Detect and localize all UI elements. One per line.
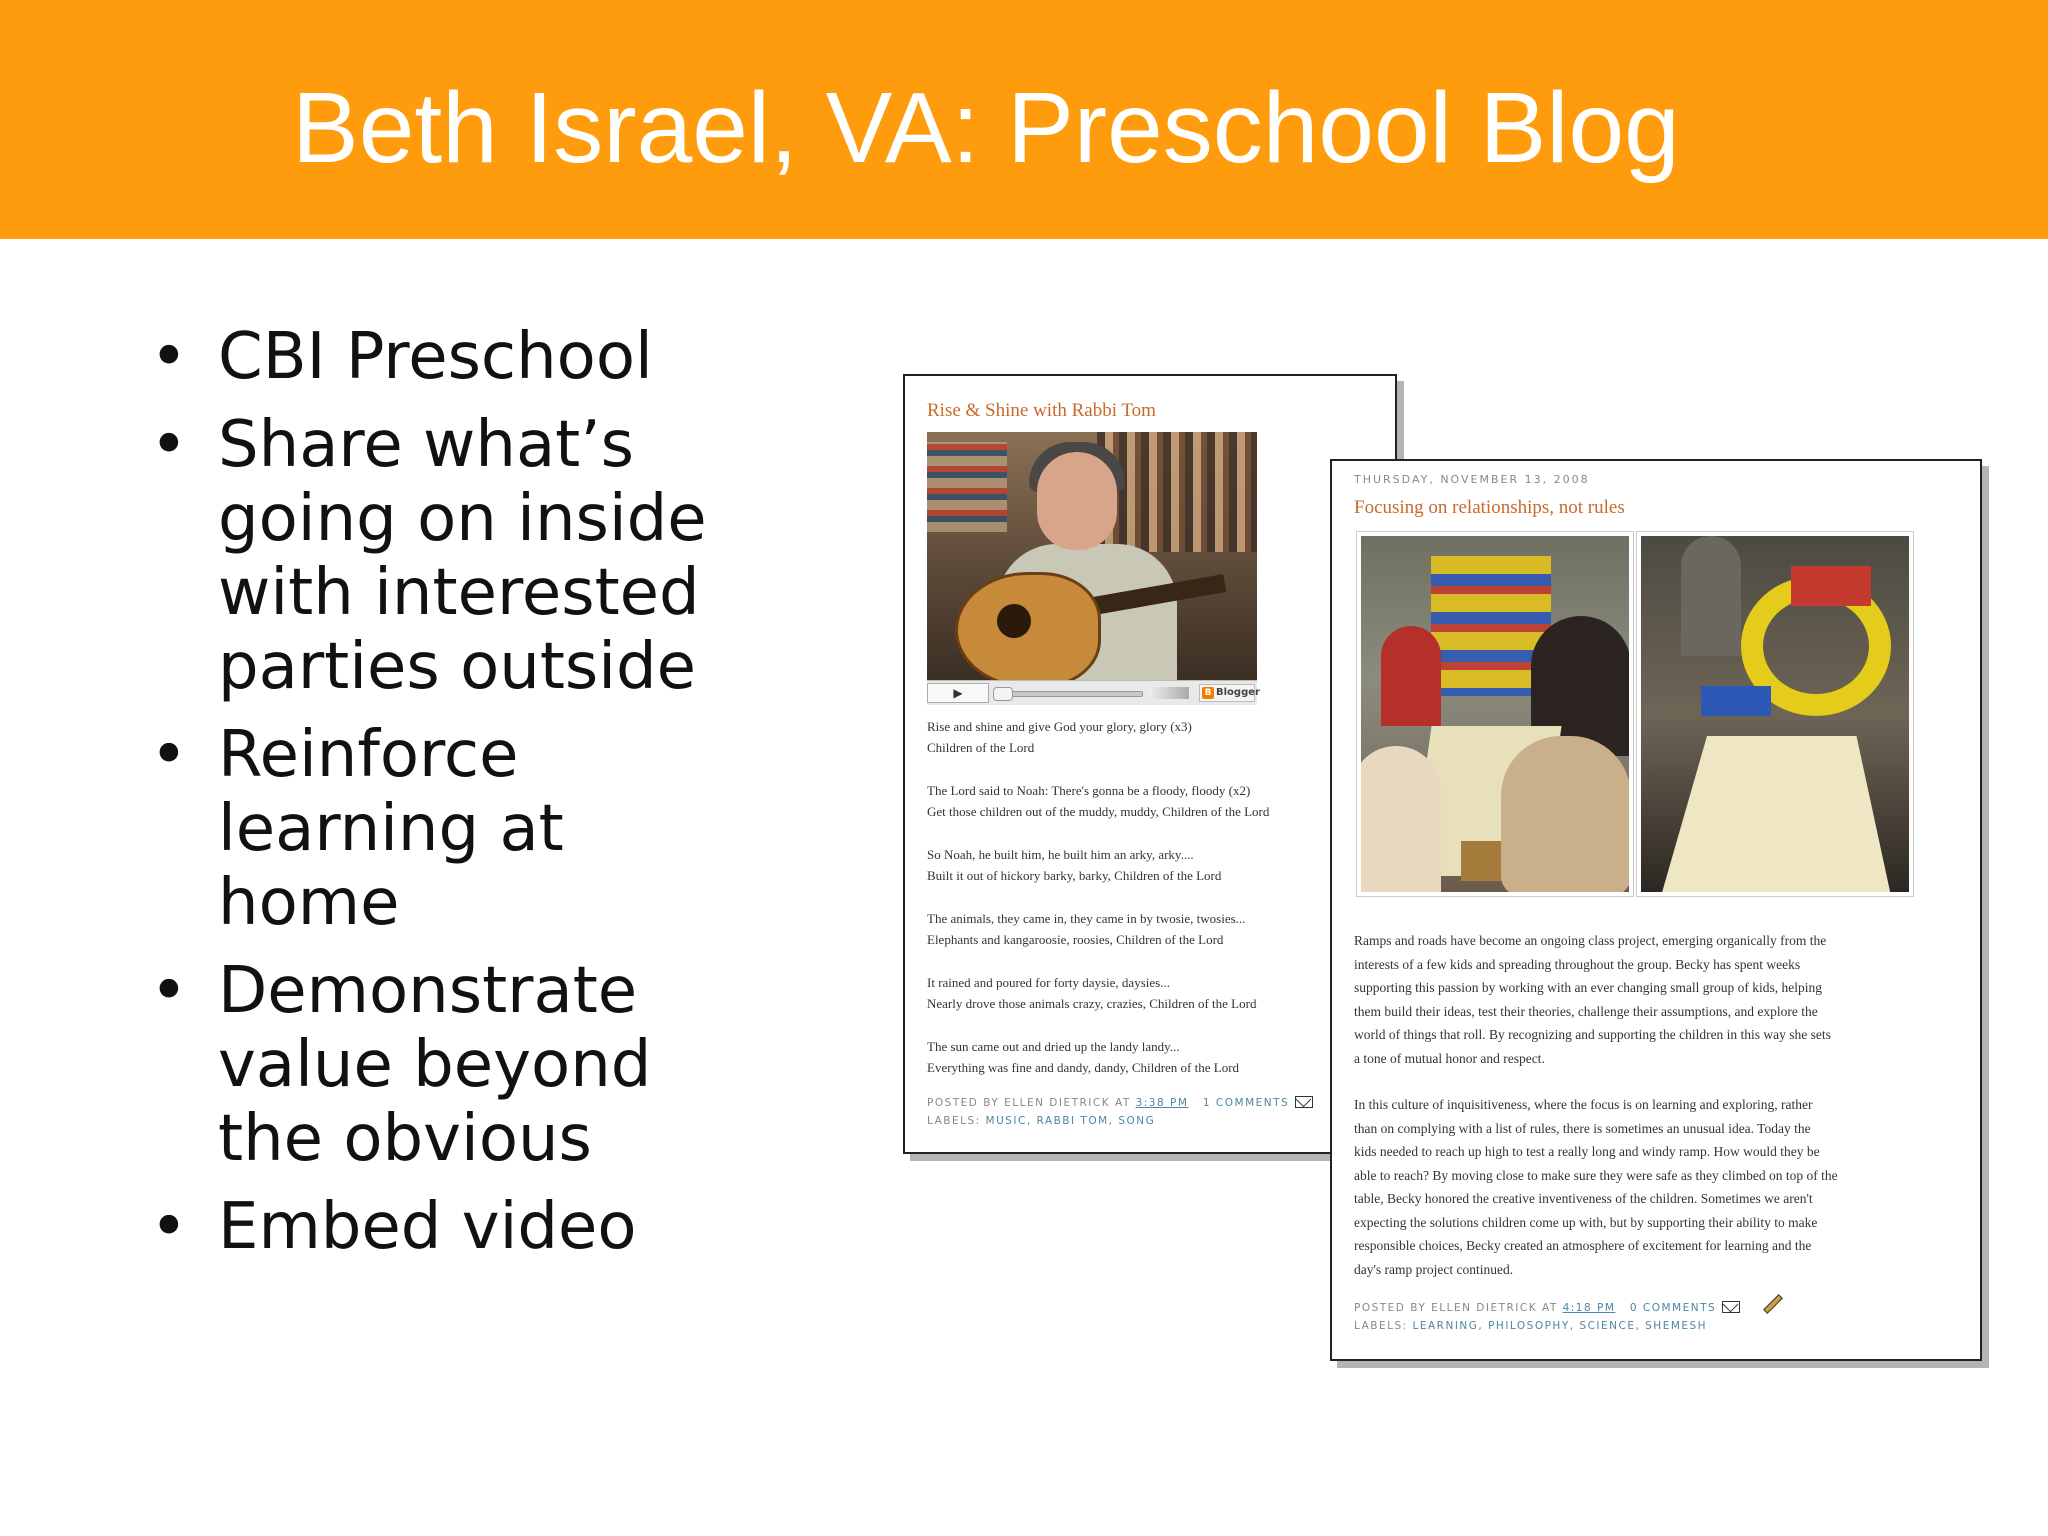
lyrics-stanza: So Noah, he built him, he built him an arky, arky.... Built it out of hickory barky, barky, Children of the Lord bbox=[927, 847, 1222, 883]
comments-link[interactable]: 1 COMMENTS bbox=[1202, 1097, 1290, 1109]
video-progress-knob[interactable] bbox=[993, 687, 1013, 701]
lyrics-stanza: The Lord said to Noah: There's gonna be a floody, floody (x2) Get those children out of the muddy, muddy, Children of the Lord bbox=[927, 783, 1270, 819]
photo-ramp-on-table[interactable] bbox=[1636, 531, 1914, 897]
lyrics-stanza: The animals, they came in, they came in by twosie, twosies... Elephants and kangaroosie, roosies, Children of the Lord bbox=[927, 911, 1246, 947]
bullet-dot: • bbox=[150, 954, 188, 1028]
mail-icon[interactable] bbox=[1295, 1096, 1313, 1108]
bullet-item: • Share what’s going on inside with interested parties outside bbox=[150, 408, 707, 704]
bullet-list bbox=[140, 320, 780, 1278]
lyrics-stanza: The sun came out and dried up the landy landy... Everything was fine and dandy, dandy, Children of the Lord bbox=[927, 1039, 1240, 1075]
post-footer: POSTED BY ELLEN DIETRICK AT 3:38 PM 1 COMMENTS LABELS: MUSIC, RABBI TOM, SONG bbox=[927, 1094, 1313, 1130]
mail-icon[interactable] bbox=[1722, 1301, 1740, 1313]
post-time-link[interactable]: 4:18 PM bbox=[1562, 1302, 1616, 1314]
post-time-link[interactable]: 3:38 PM bbox=[1135, 1097, 1189, 1109]
post-labels-links[interactable]: LEARNING, PHILOSOPHY, SCIENCE, SHEMESH bbox=[1412, 1320, 1708, 1332]
song-lyrics bbox=[927, 716, 1347, 1100]
blog-post-focusing-on-relationships bbox=[1330, 459, 1982, 1361]
bullet-dot: • bbox=[150, 320, 188, 394]
blog-post-rise-and-shine bbox=[903, 374, 1397, 1154]
video-controls bbox=[927, 680, 1260, 705]
bullet-dot: • bbox=[150, 718, 188, 792]
bullet-dot: • bbox=[150, 408, 188, 482]
post-body-paragraph: In this culture of inquisitiveness, where the focus is on learning and exploring, rather than on complying with a list of rules, there is sometimes an unusual idea. Today the kids needed to reach up high to test a really long and windy ramp. How would they be able to reach? By moving close to make sure they were safe as they climbed on top of the table, Becky honored the creative inventiveness of the children. Sometimes we aren't expecting the solutions children come up with, but by supporting their ability to make responsible choices, Becky created an atmosphere of excitement for learning and the day's ramp project continued. bbox=[1354, 1097, 1838, 1277]
post-title-link[interactable]: Focusing on relationships, not rules bbox=[1354, 497, 1625, 518]
blogger-logo-badge[interactable]: B Blogger bbox=[1199, 684, 1255, 702]
bullet-dot: • bbox=[150, 1190, 188, 1264]
title-bar bbox=[0, 0, 2048, 239]
lyrics-stanza: It rained and poured for forty daysie, daysies... Nearly drove those animals crazy, crazies, Children of the Lord bbox=[927, 975, 1257, 1011]
bullet-item: • Reinforce learning at home bbox=[150, 718, 564, 940]
post-title-link[interactable]: Rise & Shine with Rabbi Tom bbox=[927, 400, 1156, 421]
lyrics-stanza: Rise and shine and give God your glory, glory (x3) Children of the Lord bbox=[927, 719, 1192, 755]
post-footer: POSTED BY ELLEN DIETRICK AT 4:18 PM 0 COMMENTS LABELS: LEARNING, PHILOSOPHY, SCIENCE, SHEMESH bbox=[1354, 1299, 1784, 1335]
slide-title: Beth Israel, VA: Preschool Blog bbox=[292, 72, 1680, 184]
play-icon[interactable]: ▶ bbox=[927, 683, 989, 703]
post-body-paragraph: Ramps and roads have become an ongoing class project, emerging organically from the interests of a few kids and spreading throughout the group. Becky has spent weeks supporting this passion by working with an ever changing small group of kids, helping them build their ideas, test their theories, challenge their assumptions, and explore the world of things that roll. By recognizing and supporting the children in this way she sets a tone of mutual honor and respect. bbox=[1354, 933, 1831, 1066]
blogger-logo-icon: B bbox=[1202, 687, 1214, 699]
post-date: THURSDAY, NOVEMBER 13, 2008 bbox=[1354, 473, 1590, 486]
post-labels-links[interactable]: MUSIC, RABBI TOM, SONG bbox=[985, 1115, 1156, 1127]
bullet-item: • Demonstrate value beyond the obvious bbox=[150, 954, 652, 1176]
bullet-item: • CBI Preschool bbox=[150, 320, 653, 394]
comments-link[interactable]: 0 COMMENTS bbox=[1629, 1302, 1717, 1314]
volume-slider[interactable] bbox=[1149, 687, 1189, 699]
pencil-icon[interactable] bbox=[1763, 1294, 1783, 1314]
video-player[interactable] bbox=[927, 432, 1257, 680]
photo-kids-building-ramp[interactable] bbox=[1356, 531, 1634, 897]
video-thumbnail bbox=[1037, 452, 1117, 550]
video-progress-slider[interactable] bbox=[995, 691, 1143, 697]
bullet-item: • Embed video bbox=[150, 1190, 637, 1264]
